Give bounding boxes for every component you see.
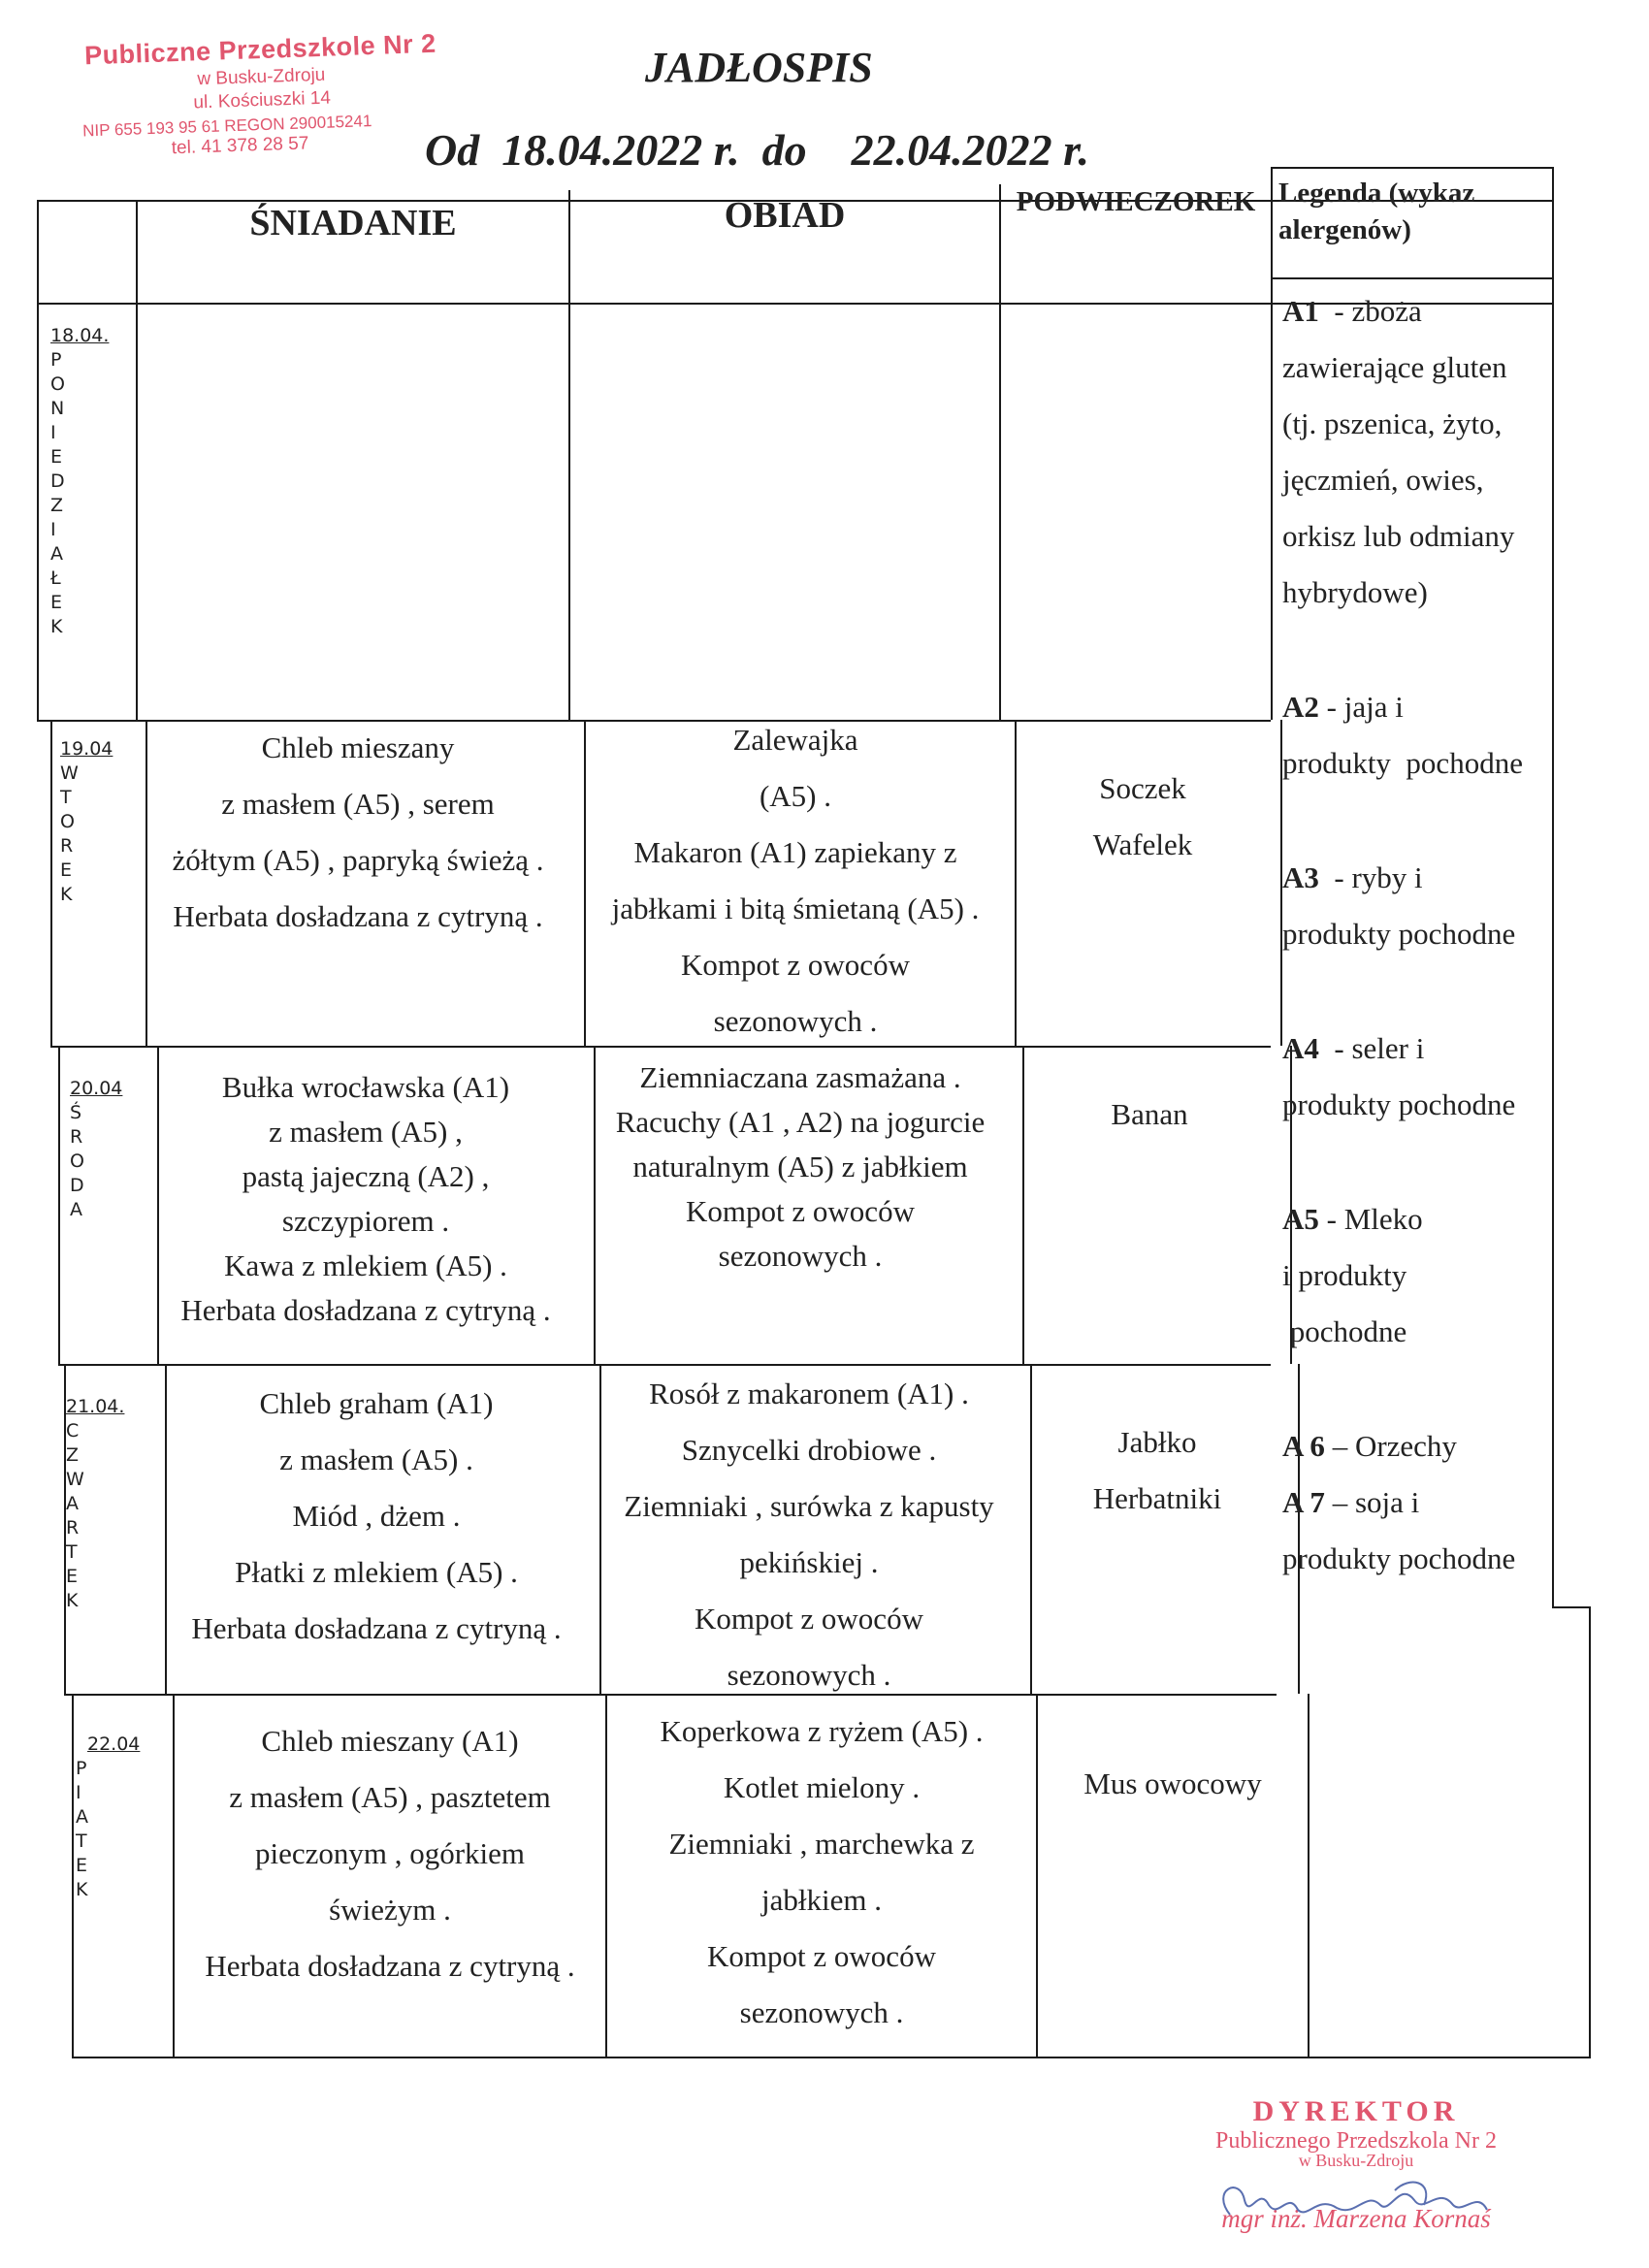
legend-line: orkisz lub odmiany [1282, 519, 1515, 553]
lunch-line: jabłkiem . [761, 1883, 882, 1917]
lunch-line: sezonowych . [727, 1658, 891, 1692]
day-date: 21.04. [66, 1396, 125, 1417]
institution-stamp [66, 28, 458, 163]
legend-entry [1282, 1021, 1564, 1133]
period-prefix: Od [425, 125, 480, 175]
day-letter: Ł [50, 567, 61, 589]
period-mid: do [761, 125, 807, 175]
lunch-line: Ziemniaczana zasmażana . [639, 1060, 961, 1094]
day-letter: Ś [70, 1102, 82, 1123]
snack-line: Banan [1111, 1097, 1188, 1131]
cell-tuesday-breakfast [147, 720, 568, 945]
cell-thursday-lunch [596, 1366, 1022, 1703]
day-letter: W [66, 1469, 84, 1490]
handwritten-signature-icon [1201, 2171, 1502, 2229]
breakfast-line: szczypiorem . [281, 1204, 450, 1238]
day-letter: O [50, 373, 65, 395]
lunch-line: sezonowych . [718, 1239, 883, 1273]
day-date: 22.04 [87, 1733, 141, 1755]
breakfast-line: Herbata dosładzana z cytryną . [205, 1949, 575, 1983]
stamp-line: w Busku-Zdroju [1298, 2151, 1414, 2170]
lunch-line: pekińskiej . [739, 1545, 879, 1579]
day-name-letters [50, 348, 109, 639]
day-letter: A [50, 543, 63, 565]
day-letter: K [60, 884, 73, 905]
day-letter: D [50, 470, 65, 492]
lunch-line: Racuchy (A1 , A2) na jogurcie [615, 1105, 986, 1139]
day-letter: N [50, 398, 65, 419]
stamp-line: Publiczne Przedszkole Nr 2 [83, 28, 437, 71]
breakfast-line: Chleb graham (A1) [259, 1386, 494, 1420]
stamp-title: DYREKTOR [1252, 2095, 1460, 2127]
snack-line: Jabłko [1117, 1425, 1197, 1459]
legend-entry [1282, 1191, 1564, 1360]
cell-thursday-breakfast [159, 1376, 594, 1657]
stamp-line: ul. Kościuszki 14 [193, 87, 332, 113]
day-date: 20.04 [70, 1078, 123, 1099]
day-letter: E [60, 859, 73, 881]
legend-line: A2 - jaja i [1282, 690, 1404, 724]
lunch-line: Kotlet mielony . [723, 1770, 921, 1804]
legend-line: pochodne [1282, 1314, 1407, 1348]
lunch-line: naturalnym (A5) z jabłkiem [632, 1150, 968, 1183]
breakfast-line: Kawa z mlekiem (A5) . [224, 1248, 507, 1282]
legend-line: A5 - Mleko [1282, 1202, 1423, 1236]
day-letter: E [66, 1566, 79, 1587]
day-letter: E [50, 592, 63, 613]
cell-friday-lunch [607, 1703, 1036, 2041]
day-letter: R [60, 835, 74, 857]
date-range [425, 124, 1089, 176]
page-title: JADŁOSPIS [645, 44, 873, 91]
stamp-line: NIP 655 193 95 61 REGON 290015241 [81, 112, 372, 141]
lunch-line: Ziemniaki , surówka z kapusty [624, 1489, 994, 1523]
header-legend-line: alergenów) [1278, 214, 1411, 245]
day-letter: Z [66, 1444, 80, 1466]
period-to: 22.04.2022 r. [851, 125, 1089, 175]
day-letter: W [60, 762, 79, 784]
breakfast-line: Chleb mieszany (A1) [261, 1724, 519, 1758]
legend-line: produkty pochodne [1282, 746, 1523, 780]
lunch-line: Kompot z owoców [707, 1939, 936, 1973]
legend-line: produkty pochodne [1282, 917, 1516, 951]
legend-line: produkty pochodne [1282, 1541, 1516, 1575]
day-letter: K [50, 616, 63, 637]
legend-line: (tj. pszenica, żyto, [1282, 406, 1503, 440]
day-letter: T [76, 1831, 87, 1852]
day-letter: T [66, 1541, 78, 1563]
day-label-tuesday [60, 737, 113, 907]
cell-wednesday-breakfast [147, 1065, 584, 1333]
breakfast-line: pastą jajeczną (A2) , [242, 1159, 490, 1193]
breakfast-line: pieczonym , ogórkiem [254, 1836, 526, 1870]
legend-line: A 6 – Orzechy [1282, 1429, 1457, 1463]
legend-line: A3 - ryby i [1282, 860, 1423, 894]
day-letter: R [70, 1126, 83, 1148]
cell-friday-snack [1038, 1756, 1308, 1812]
legend-entry [1282, 850, 1564, 962]
day-letter: P [50, 349, 62, 371]
legend-entry [1282, 1418, 1564, 1474]
breakfast-line: świeżym . [329, 1893, 451, 1927]
period-from: 18.04.2022 r. [501, 125, 740, 175]
legend-line: i produkty [1282, 1258, 1407, 1292]
lunch-line: jabłkami i bitą śmietaną (A5) . [611, 891, 980, 925]
cell-tuesday-snack [1015, 761, 1271, 873]
legend-entry [1282, 679, 1564, 792]
legend-line: jęczmień, owies, [1282, 463, 1484, 497]
breakfast-line: żółtym (A5) , papryką świeżą . [172, 843, 544, 877]
lunch-line: sezonowych . [739, 1995, 904, 2029]
day-letter: K [76, 1879, 88, 1900]
breakfast-line: Herbata dosładzana z cytryną . [173, 899, 543, 933]
day-letter: C [66, 1420, 80, 1442]
lunch-line: (A5) . [759, 779, 832, 813]
header-lunch: OBIAD [724, 195, 846, 236]
day-letter: E [50, 446, 63, 468]
day-letter: R [66, 1517, 80, 1539]
day-letter: A [66, 1493, 79, 1514]
day-name-letters [60, 761, 113, 907]
day-name-letters [66, 1419, 124, 1613]
legend-line: A1 - zboża [1282, 294, 1422, 328]
legend-entry [1282, 283, 1564, 621]
stamp-line: tel. 41 378 28 57 [171, 133, 309, 159]
day-date: 18.04. [50, 325, 110, 346]
day-letter: D [70, 1175, 84, 1196]
day-label-wednesday [70, 1077, 122, 1222]
day-letter: O [70, 1150, 84, 1172]
snack-line: Herbatniki [1092, 1481, 1222, 1515]
lunch-line: Zalewajka [732, 723, 858, 757]
breakfast-line: z masłem (A5) , pasztetem [229, 1780, 551, 1814]
day-label-monday [50, 324, 109, 639]
breakfast-line: z masłem (A5) , [269, 1115, 463, 1149]
day-letter: T [60, 787, 72, 808]
breakfast-line: z masłem (A5) , serem [221, 787, 495, 821]
day-letter: I [50, 422, 56, 443]
day-date: 19.04 [60, 738, 113, 760]
header-legend [1278, 175, 1550, 248]
day-letter: O [60, 811, 75, 832]
day-letter: E [76, 1855, 88, 1876]
day-label-friday [76, 1733, 140, 1902]
legend-line: hybrydowe) [1282, 575, 1428, 609]
lunch-line: sezonowych . [713, 1004, 878, 1038]
snack-line: Mus owocowy [1083, 1766, 1262, 1800]
day-letter: A [76, 1806, 88, 1828]
legend-line: A 7 – soja i [1282, 1485, 1420, 1519]
legend-line: produkty pochodne [1282, 1087, 1516, 1121]
stamp-line: Publicznego Przedszkola Nr 2 [1215, 2128, 1497, 2154]
stamp-line: w Busku-Zdroju [197, 64, 326, 90]
lunch-line: Sznycelki drobiowe . [681, 1433, 937, 1467]
lunch-line: Rosół z makaronem (A1) . [649, 1377, 969, 1410]
cell-wednesday-lunch [586, 1055, 1015, 1279]
legend-line: A4 - seler i [1282, 1031, 1425, 1065]
breakfast-line: z masłem (A5) . [279, 1442, 473, 1476]
cell-thursday-snack [1024, 1414, 1290, 1527]
breakfast-line: Bułka wrocławska (A1) [221, 1070, 510, 1104]
breakfast-line: Płatki z mlekiem (A5) . [235, 1555, 518, 1589]
director-signature-stamp [1181, 2095, 1531, 2234]
day-letter: P [76, 1758, 87, 1779]
lunch-line: Kompot z owoców [695, 1602, 923, 1636]
lunch-line: Kompot z owoców [686, 1194, 915, 1228]
director-name: mgr inż. Marzena Kornaś [1221, 2204, 1491, 2233]
snack-line: Wafelek [1092, 827, 1193, 861]
day-letter: I [76, 1782, 81, 1803]
breakfast-line: Herbata dosładzana z cytryną . [191, 1611, 562, 1645]
legend-entry [1282, 1474, 1564, 1587]
day-letter: A [70, 1199, 82, 1220]
header-snack: PODWIECZOREK [1016, 186, 1256, 217]
breakfast-line: Miód , dżem . [292, 1499, 461, 1533]
lunch-line: Kompot z owoców [681, 948, 910, 982]
cell-friday-breakfast [175, 1713, 605, 1994]
lunch-line: Koperkowa z ryżem (A5) . [660, 1714, 984, 1748]
day-label-thursday [66, 1395, 124, 1613]
day-letter: Z [50, 495, 64, 516]
snack-line: Soczek [1099, 771, 1186, 805]
cell-tuesday-lunch [580, 712, 1011, 1050]
allergen-legend [1282, 283, 1564, 1587]
breakfast-line: Chleb mieszany [261, 730, 455, 764]
header-legend-line: Legenda (wykaz [1278, 178, 1475, 209]
lunch-line: Makaron (A1) zapiekany z [633, 835, 957, 869]
day-letter: I [50, 519, 56, 540]
legend-line: zawierające gluten [1282, 350, 1507, 384]
header-breakfast: ŚNIADANIE [249, 203, 457, 243]
breakfast-line: Herbata dosładzana z cytryną . [180, 1293, 551, 1327]
day-name-letters [70, 1101, 122, 1222]
lunch-line: Ziemniaki , marchewka z [668, 1827, 975, 1861]
day-name-letters [76, 1757, 140, 1902]
cell-wednesday-snack [1018, 1092, 1280, 1137]
day-letter: K [66, 1590, 79, 1611]
